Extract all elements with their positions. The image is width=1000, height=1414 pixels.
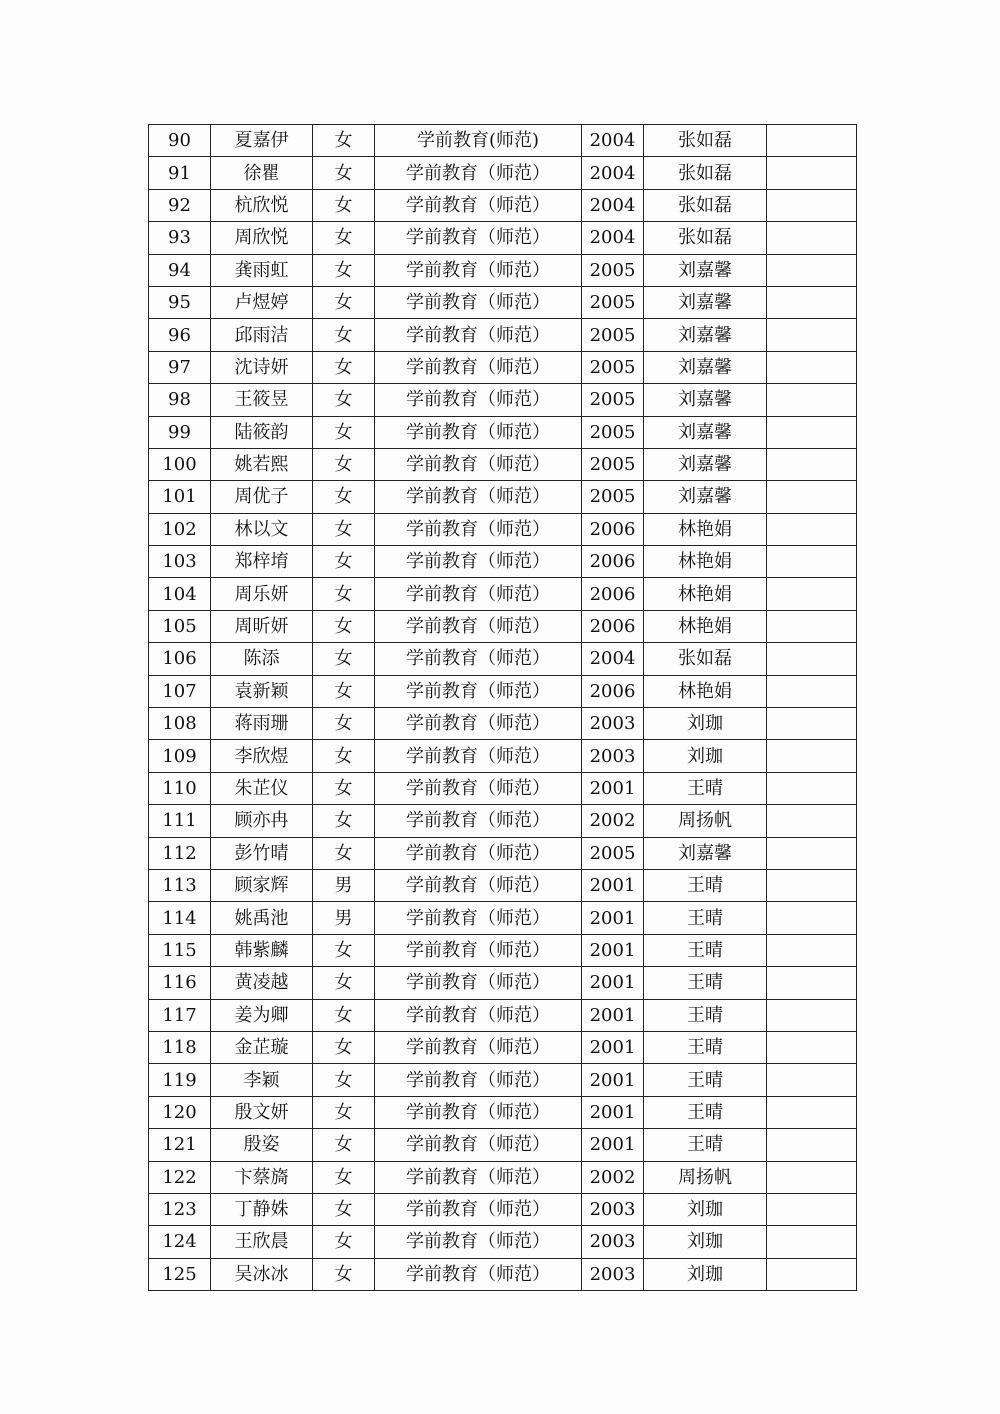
cell-note — [767, 546, 857, 578]
cell-note — [767, 1161, 857, 1193]
cell-class: 2003 — [582, 740, 644, 772]
cell-gender: 女 — [313, 1129, 375, 1161]
table-row — [149, 319, 857, 351]
cell-class: 2006 — [582, 546, 644, 578]
cell-gender: 女 — [313, 286, 375, 318]
cell-class: 2006 — [582, 578, 644, 610]
cell-major: 学前教育（师范） — [375, 837, 582, 869]
cell-note — [767, 1031, 857, 1063]
cell-teacher: 王晴 — [644, 1064, 767, 1096]
table-row — [149, 351, 857, 383]
cell-gender: 女 — [313, 967, 375, 999]
cell-gender: 女 — [313, 1193, 375, 1225]
cell-note — [767, 448, 857, 480]
cell-name: 韩紫麟 — [211, 934, 313, 966]
cell-major: 学前教育（师范） — [375, 999, 582, 1031]
cell-teacher: 林艳娟 — [644, 513, 767, 545]
cell-major: 学前教育（师范） — [375, 1064, 582, 1096]
cell-number: 115 — [149, 934, 211, 966]
cell-number: 114 — [149, 902, 211, 934]
cell-number: 96 — [149, 319, 211, 351]
cell-class: 2005 — [582, 254, 644, 286]
cell-teacher: 王晴 — [644, 934, 767, 966]
cell-number: 110 — [149, 772, 211, 804]
cell-class: 2005 — [582, 481, 644, 513]
cell-class: 2002 — [582, 1161, 644, 1193]
cell-note — [767, 740, 857, 772]
cell-major: 学前教育（师范） — [375, 610, 582, 642]
cell-major: 学前教育（师范） — [375, 967, 582, 999]
table-row — [149, 1064, 857, 1096]
cell-teacher: 林艳娟 — [644, 578, 767, 610]
cell-note — [767, 351, 857, 383]
cell-note — [767, 254, 857, 286]
cell-major: 学前教育（师范） — [375, 1096, 582, 1128]
cell-teacher: 王晴 — [644, 1129, 767, 1161]
cell-name: 卞蔡旖 — [211, 1161, 313, 1193]
cell-note — [767, 513, 857, 545]
cell-teacher: 刘嘉馨 — [644, 416, 767, 448]
cell-class: 2005 — [582, 319, 644, 351]
cell-teacher: 刘嘉馨 — [644, 286, 767, 318]
cell-name: 杭欣悦 — [211, 189, 313, 221]
cell-class: 2004 — [582, 157, 644, 189]
cell-teacher: 王晴 — [644, 902, 767, 934]
cell-note — [767, 416, 857, 448]
cell-gender: 女 — [313, 934, 375, 966]
cell-gender: 女 — [313, 481, 375, 513]
cell-number: 116 — [149, 967, 211, 999]
cell-class: 2003 — [582, 1226, 644, 1258]
cell-class: 2004 — [582, 189, 644, 221]
cell-number: 113 — [149, 869, 211, 901]
cell-number: 104 — [149, 578, 211, 610]
cell-class: 2001 — [582, 1064, 644, 1096]
table-row — [149, 740, 857, 772]
cell-number: 99 — [149, 416, 211, 448]
cell-note — [767, 1226, 857, 1258]
cell-note — [767, 837, 857, 869]
cell-class: 2001 — [582, 1031, 644, 1063]
cell-gender: 女 — [313, 772, 375, 804]
cell-major: 学前教育（师范） — [375, 1161, 582, 1193]
cell-name: 李欣煜 — [211, 740, 313, 772]
cell-gender: 女 — [313, 1226, 375, 1258]
cell-teacher: 张如磊 — [644, 157, 767, 189]
table-row — [149, 1226, 857, 1258]
table-row — [149, 675, 857, 707]
table-row — [149, 805, 857, 837]
table-row — [149, 1096, 857, 1128]
cell-gender: 女 — [313, 222, 375, 254]
cell-major: 学前教育（师范） — [375, 513, 582, 545]
cell-teacher: 刘珈 — [644, 708, 767, 740]
cell-major: 学前教育（师范） — [375, 578, 582, 610]
cell-teacher: 林艳娟 — [644, 546, 767, 578]
cell-number: 124 — [149, 1226, 211, 1258]
cell-major: 学前教育（师范） — [375, 157, 582, 189]
cell-note — [767, 286, 857, 318]
table-row — [149, 125, 857, 157]
table-row — [149, 934, 857, 966]
cell-number: 121 — [149, 1129, 211, 1161]
cell-number: 112 — [149, 837, 211, 869]
cell-major: 学前教育（师范） — [375, 546, 582, 578]
table-row — [149, 999, 857, 1031]
cell-teacher: 刘珈 — [644, 1193, 767, 1225]
cell-name: 陆筱韵 — [211, 416, 313, 448]
cell-number: 118 — [149, 1031, 211, 1063]
cell-teacher: 周扬帆 — [644, 805, 767, 837]
cell-note — [767, 481, 857, 513]
table-row — [149, 384, 857, 416]
cell-major: 学前教育（师范） — [375, 254, 582, 286]
cell-name: 陈添 — [211, 643, 313, 675]
cell-note — [767, 805, 857, 837]
table-row — [149, 286, 857, 318]
cell-class: 2006 — [582, 610, 644, 642]
cell-name: 徐瞿 — [211, 157, 313, 189]
cell-note — [767, 578, 857, 610]
cell-number: 125 — [149, 1258, 211, 1290]
cell-major: 学前教育（师范） — [375, 222, 582, 254]
cell-teacher: 刘嘉馨 — [644, 351, 767, 383]
cell-number: 90 — [149, 125, 211, 157]
cell-name: 郑梓堉 — [211, 546, 313, 578]
cell-teacher: 刘嘉馨 — [644, 319, 767, 351]
cell-class: 2002 — [582, 805, 644, 837]
cell-name: 殷姿 — [211, 1129, 313, 1161]
table-row — [149, 513, 857, 545]
cell-teacher: 刘珈 — [644, 1226, 767, 1258]
cell-teacher: 刘嘉馨 — [644, 254, 767, 286]
roster-body — [149, 125, 857, 1291]
cell-gender: 男 — [313, 869, 375, 901]
cell-name: 邱雨洁 — [211, 319, 313, 351]
table-row — [149, 189, 857, 221]
cell-gender: 女 — [313, 643, 375, 675]
cell-teacher: 刘嘉馨 — [644, 448, 767, 480]
cell-gender: 女 — [313, 319, 375, 351]
cell-note — [767, 222, 857, 254]
table-row — [149, 1193, 857, 1225]
cell-number: 109 — [149, 740, 211, 772]
cell-gender: 女 — [313, 125, 375, 157]
cell-gender: 女 — [313, 1064, 375, 1096]
cell-class: 2005 — [582, 448, 644, 480]
cell-name: 夏嘉伊 — [211, 125, 313, 157]
cell-note — [767, 189, 857, 221]
cell-note — [767, 967, 857, 999]
cell-gender: 女 — [313, 513, 375, 545]
cell-number: 100 — [149, 448, 211, 480]
cell-name: 林以文 — [211, 513, 313, 545]
cell-gender: 女 — [313, 448, 375, 480]
cell-teacher: 张如磊 — [644, 643, 767, 675]
cell-class: 2001 — [582, 1129, 644, 1161]
cell-name: 顾亦冉 — [211, 805, 313, 837]
cell-note — [767, 125, 857, 157]
cell-class: 2005 — [582, 416, 644, 448]
cell-note — [767, 934, 857, 966]
cell-gender: 女 — [313, 157, 375, 189]
cell-note — [767, 384, 857, 416]
cell-teacher: 林艳娟 — [644, 675, 767, 707]
table-row — [149, 643, 857, 675]
cell-name: 龚雨虹 — [211, 254, 313, 286]
cell-teacher: 王晴 — [644, 1031, 767, 1063]
cell-name: 周优子 — [211, 481, 313, 513]
cell-number: 94 — [149, 254, 211, 286]
table-row — [149, 1161, 857, 1193]
cell-name: 沈诗妍 — [211, 351, 313, 383]
cell-class: 2001 — [582, 967, 644, 999]
cell-major: 学前教育（师范） — [375, 1258, 582, 1290]
cell-teacher: 王晴 — [644, 772, 767, 804]
cell-major: 学前教育（师范） — [375, 1193, 582, 1225]
cell-number: 123 — [149, 1193, 211, 1225]
cell-major: 学前教育（师范） — [375, 189, 582, 221]
cell-major: 学前教育（师范） — [375, 286, 582, 318]
cell-major: 学前教育（师范） — [375, 740, 582, 772]
cell-note — [767, 902, 857, 934]
cell-number: 119 — [149, 1064, 211, 1096]
cell-teacher: 刘嘉馨 — [644, 481, 767, 513]
cell-number: 120 — [149, 1096, 211, 1128]
cell-major: 学前教育（师范） — [375, 448, 582, 480]
table-row — [149, 869, 857, 901]
cell-major: 学前教育（师范） — [375, 481, 582, 513]
cell-name: 金芷璇 — [211, 1031, 313, 1063]
table-row — [149, 448, 857, 480]
cell-name: 周乐妍 — [211, 578, 313, 610]
cell-number: 92 — [149, 189, 211, 221]
cell-major: 学前教育（师范） — [375, 934, 582, 966]
table-row — [149, 157, 857, 189]
cell-class: 2005 — [582, 384, 644, 416]
cell-gender: 女 — [313, 351, 375, 383]
cell-teacher: 刘珈 — [644, 1258, 767, 1290]
cell-name: 卢煜婷 — [211, 286, 313, 318]
cell-number: 117 — [149, 999, 211, 1031]
cell-class: 2003 — [582, 1193, 644, 1225]
cell-note — [767, 1193, 857, 1225]
cell-number: 98 — [149, 384, 211, 416]
cell-name: 李颖 — [211, 1064, 313, 1096]
cell-name: 姚禹池 — [211, 902, 313, 934]
cell-class: 2004 — [582, 125, 644, 157]
cell-major: 学前教育（师范） — [375, 675, 582, 707]
cell-gender: 女 — [313, 189, 375, 221]
cell-teacher: 刘嘉馨 — [644, 384, 767, 416]
cell-note — [767, 643, 857, 675]
cell-note — [767, 1129, 857, 1161]
cell-class: 2001 — [582, 869, 644, 901]
cell-number: 122 — [149, 1161, 211, 1193]
cell-gender: 女 — [313, 1096, 375, 1128]
cell-gender: 女 — [313, 740, 375, 772]
cell-name: 周欣悦 — [211, 222, 313, 254]
cell-class: 2001 — [582, 999, 644, 1031]
table-row — [149, 481, 857, 513]
cell-class: 2005 — [582, 286, 644, 318]
cell-major: 学前教育（师范） — [375, 1031, 582, 1063]
cell-major: 学前教育（师范） — [375, 643, 582, 675]
cell-name: 王筱昱 — [211, 384, 313, 416]
cell-major: 学前教育（师范） — [375, 351, 582, 383]
table-row — [149, 546, 857, 578]
cell-class: 2006 — [582, 675, 644, 707]
cell-number: 91 — [149, 157, 211, 189]
cell-name: 姜为卿 — [211, 999, 313, 1031]
cell-major: 学前教育（师范） — [375, 384, 582, 416]
cell-number: 106 — [149, 643, 211, 675]
cell-name: 彭竹晴 — [211, 837, 313, 869]
table-row — [149, 1129, 857, 1161]
cell-teacher: 刘嘉馨 — [644, 837, 767, 869]
cell-class: 2001 — [582, 772, 644, 804]
table-row — [149, 1258, 857, 1290]
cell-name: 蒋雨珊 — [211, 708, 313, 740]
cell-name: 周昕妍 — [211, 610, 313, 642]
table-row — [149, 610, 857, 642]
cell-note — [767, 1258, 857, 1290]
cell-major: 学前教育（师范） — [375, 1226, 582, 1258]
cell-major: 学前教育（师范） — [375, 416, 582, 448]
cell-gender: 女 — [313, 999, 375, 1031]
cell-note — [767, 157, 857, 189]
cell-name: 姚若熙 — [211, 448, 313, 480]
cell-gender: 女 — [313, 578, 375, 610]
cell-teacher: 王晴 — [644, 967, 767, 999]
cell-note — [767, 610, 857, 642]
table-row — [149, 1031, 857, 1063]
cell-name: 丁静姝 — [211, 1193, 313, 1225]
cell-major: 学前教育（师范） — [375, 708, 582, 740]
table-row — [149, 772, 857, 804]
cell-note — [767, 708, 857, 740]
cell-major: 学前教育(师范) — [375, 125, 582, 157]
cell-number: 93 — [149, 222, 211, 254]
table-row — [149, 254, 857, 286]
table-row — [149, 837, 857, 869]
cell-name: 顾家辉 — [211, 869, 313, 901]
cell-note — [767, 999, 857, 1031]
cell-name: 殷文妍 — [211, 1096, 313, 1128]
cell-gender: 女 — [313, 675, 375, 707]
cell-major: 学前教育（师范） — [375, 805, 582, 837]
cell-gender: 女 — [313, 1258, 375, 1290]
cell-class: 2001 — [582, 934, 644, 966]
cell-class: 2005 — [582, 351, 644, 383]
cell-note — [767, 1096, 857, 1128]
cell-gender: 女 — [313, 384, 375, 416]
cell-teacher: 张如磊 — [644, 222, 767, 254]
cell-note — [767, 869, 857, 901]
cell-class: 2006 — [582, 513, 644, 545]
student-roster-table — [148, 124, 857, 1291]
cell-number: 108 — [149, 708, 211, 740]
cell-note — [767, 319, 857, 351]
cell-class: 2003 — [582, 1258, 644, 1290]
cell-major: 学前教育（师范） — [375, 1129, 582, 1161]
cell-class: 2003 — [582, 708, 644, 740]
cell-major: 学前教育（师范） — [375, 319, 582, 351]
table-row — [149, 222, 857, 254]
cell-major: 学前教育（师范） — [375, 902, 582, 934]
cell-major: 学前教育（师范） — [375, 869, 582, 901]
cell-number: 111 — [149, 805, 211, 837]
cell-class: 2004 — [582, 643, 644, 675]
cell-gender: 女 — [313, 546, 375, 578]
cell-note — [767, 772, 857, 804]
cell-gender: 女 — [313, 837, 375, 869]
cell-gender: 女 — [313, 416, 375, 448]
cell-number: 97 — [149, 351, 211, 383]
cell-class: 2001 — [582, 1096, 644, 1128]
cell-teacher: 王晴 — [644, 999, 767, 1031]
cell-number: 107 — [149, 675, 211, 707]
table-row — [149, 416, 857, 448]
cell-teacher: 王晴 — [644, 869, 767, 901]
cell-gender: 女 — [313, 1161, 375, 1193]
table-row — [149, 708, 857, 740]
cell-number: 102 — [149, 513, 211, 545]
table-row — [149, 578, 857, 610]
cell-number: 103 — [149, 546, 211, 578]
cell-number: 105 — [149, 610, 211, 642]
cell-major: 学前教育（师范） — [375, 772, 582, 804]
cell-note — [767, 1064, 857, 1096]
cell-class: 2004 — [582, 222, 644, 254]
cell-teacher: 张如磊 — [644, 125, 767, 157]
cell-teacher: 张如磊 — [644, 189, 767, 221]
cell-gender: 女 — [313, 805, 375, 837]
cell-class: 2005 — [582, 837, 644, 869]
cell-number: 101 — [149, 481, 211, 513]
cell-class: 2001 — [582, 902, 644, 934]
cell-gender: 女 — [313, 610, 375, 642]
cell-name: 袁新颖 — [211, 675, 313, 707]
cell-name: 黄凌越 — [211, 967, 313, 999]
cell-gender: 女 — [313, 254, 375, 286]
table-row — [149, 967, 857, 999]
cell-teacher: 王晴 — [644, 1096, 767, 1128]
cell-gender: 男 — [313, 902, 375, 934]
cell-teacher: 周扬帆 — [644, 1161, 767, 1193]
cell-name: 朱芷仪 — [211, 772, 313, 804]
cell-gender: 女 — [313, 708, 375, 740]
cell-gender: 女 — [313, 1031, 375, 1063]
cell-name: 吴冰冰 — [211, 1258, 313, 1290]
cell-name: 王欣晨 — [211, 1226, 313, 1258]
cell-note — [767, 675, 857, 707]
cell-teacher: 林艳娟 — [644, 610, 767, 642]
table-row — [149, 902, 857, 934]
cell-number: 95 — [149, 286, 211, 318]
cell-teacher: 刘珈 — [644, 740, 767, 772]
